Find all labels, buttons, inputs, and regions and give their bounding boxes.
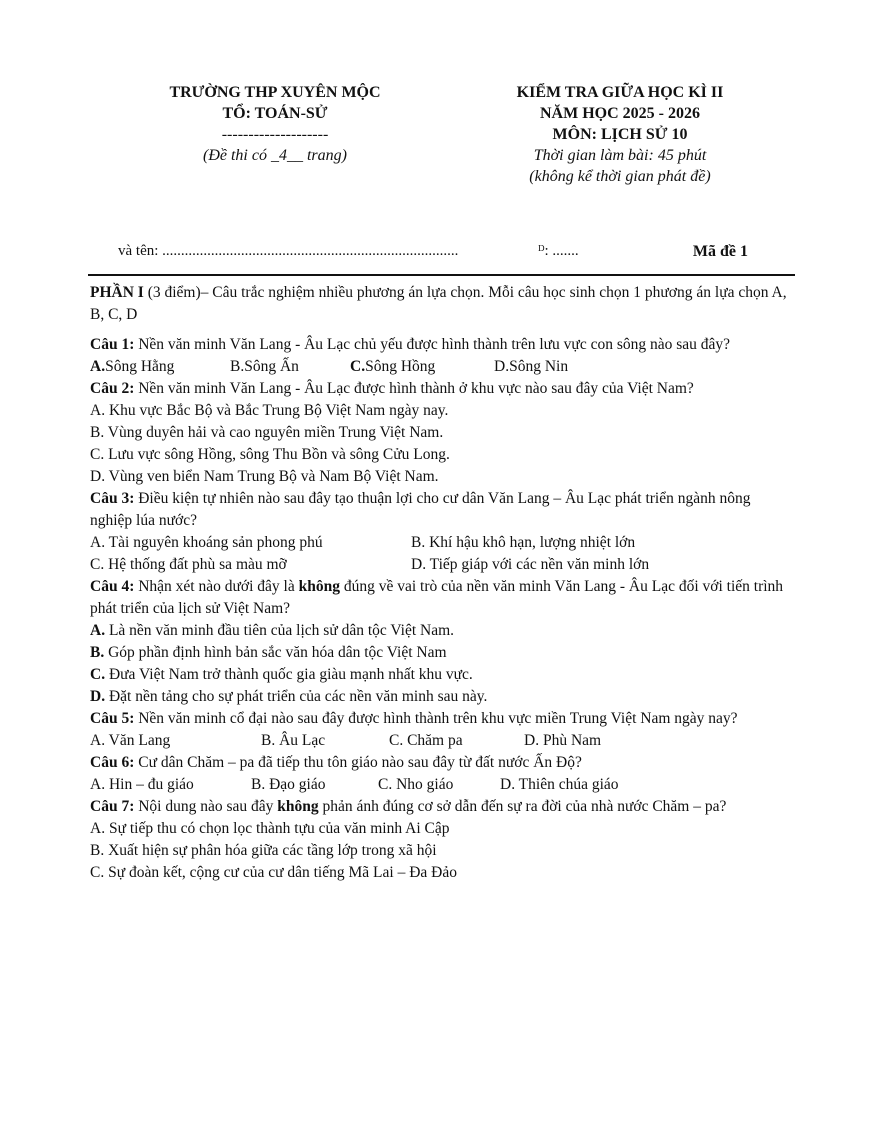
- subject: MÔN: LỊCH SỬ 10: [552, 126, 688, 143]
- option: D. Tiếp giáp với các nền văn minh lớn: [411, 556, 650, 573]
- option: A. Sự tiếp thu có chọn lọc thành tựu của văn minh Ai Cập: [90, 820, 450, 837]
- exam-title: KIỂM TRA GIỮA HỌC KÌ II: [516, 84, 724, 101]
- option: D.Sông Nin: [494, 358, 569, 375]
- exam-time: Thời gian làm bài: 45 phút: [533, 147, 707, 164]
- student-name-field: và tên: ...............................................................................: [118, 243, 459, 259]
- option: D. Vùng ven biển Nam Trung Bộ và Nam Bộ Việt Nam.: [90, 468, 439, 485]
- question-7: Câu 7: Nội dung nào sau đây không phản ánh đúng cơ sở dẫn đến sự ra đời của nhà nước Chăm – pa?: [90, 798, 727, 815]
- exam-content: [90, 282, 795, 884]
- option: B. Vùng duyên hải và cao nguyên miền Trung Việt Nam.: [90, 424, 444, 441]
- question-4: Câu 4: Nhận xét nào dưới đây là không đúng về vai trò của nền văn minh Văn Lang - Âu Lạc đối với tiến trình phát triển của lịch sử Việt Nam?: [90, 578, 784, 617]
- student-id-field: ᴰ: .......: [538, 243, 579, 259]
- question-text: Nền văn minh cổ đại nào sau đây được hình thành trên khu vực miền Trung Việt Nam ngày nay?: [134, 710, 738, 727]
- option: B. Góp phần định hình bản sắc văn hóa dân tộc Việt Nam: [90, 644, 447, 661]
- option: A. Hin – đu giáo: [90, 776, 194, 793]
- question-1-options: [90, 356, 795, 378]
- question-6-options: [90, 774, 795, 796]
- question-text: Điều kiện tự nhiên nào sau đây tạo thuận lợi cho cư dân Văn Lang – Âu Lạc phát triển ngành nông nghiệp lúa nước?: [90, 490, 751, 529]
- option: D. Đặt nền tảng cho sự phát triển của các nền văn minh sau này.: [90, 688, 488, 705]
- emphasis-not: không: [277, 798, 319, 815]
- option: A. Tài nguyên khoáng sản phong phú: [90, 534, 323, 551]
- option: B. Âu Lạc: [261, 732, 326, 749]
- exam-code: Mã đề 1: [692, 243, 748, 260]
- option: C.Sông Hồng: [350, 358, 436, 375]
- question-5-options: [90, 730, 795, 752]
- option: A. Khu vực Bắc Bộ và Bắc Trung Bộ Việt Nam ngày nay.: [90, 402, 449, 419]
- option: C. Lưu vực sông Hồng, sông Thu Bồn và sông Cửu Long.: [90, 446, 450, 463]
- option: B. Xuất hiện sự phân hóa giữa các tầng lớp trong xã hội: [90, 842, 437, 859]
- option: A. Văn Lang: [90, 732, 171, 749]
- school-year: NĂM HỌC 2025 - 2026: [540, 105, 700, 122]
- exam-header: [470, 82, 770, 187]
- question-label: Câu 2:: [90, 380, 135, 397]
- question-label: Câu 5:: [90, 710, 135, 727]
- question-label: Câu 6:: [90, 754, 135, 771]
- question-label: Câu 1:: [90, 336, 135, 353]
- option: C. Chăm pa: [389, 732, 463, 749]
- student-info-row: [118, 243, 778, 265]
- question-text: Cư dân Chăm – pa đã tiếp thu tôn giáo nào sau đây từ đất nước Ấn Độ?: [134, 754, 582, 771]
- question-6: [90, 752, 795, 774]
- option: D. Thiên chúa giáo: [500, 776, 619, 793]
- option: C. Hệ thống đất phù sa màu mỡ: [90, 556, 287, 573]
- option: C. Sự đoàn kết, cộng cư của cư dân tiếng Mã Lai – Đa Đảo: [90, 864, 457, 881]
- option: C. Nho giáo: [378, 776, 454, 793]
- part-heading: [90, 282, 795, 326]
- option: D. Phù Nam: [524, 732, 602, 749]
- page-count-note: (Đề thi có _4__ trang): [203, 147, 347, 164]
- header-rule: [88, 274, 795, 276]
- part-title: PHẦN I: [90, 284, 144, 301]
- question-1: [90, 334, 795, 356]
- question-3: [90, 488, 795, 532]
- option: B. Khí hậu khô hạn, lượng nhiệt lớn: [411, 534, 636, 551]
- question-text: Nền văn minh Văn Lang - Âu Lạc chủ yếu được hình thành trên lưu vực con sông nào sau đây?: [134, 336, 731, 353]
- school-name: TRƯỜNG THP XUYÊN MỘC: [169, 84, 381, 101]
- question-text: Nền văn minh Văn Lang - Âu Lạc được hình thành ở khu vực nào sau đây của Việt Nam?: [134, 380, 694, 397]
- department-name: TỔ: TOÁN-SỬ: [222, 105, 328, 122]
- option: B. Đạo giáo: [251, 776, 326, 793]
- question-label: Câu 4:: [90, 578, 135, 595]
- option: A.Sông Hằng: [90, 358, 175, 375]
- question-label: Câu 7:: [90, 798, 135, 815]
- part-description: (3 điểm)– Câu trắc nghiệm nhiều phương án lựa chọn. Mỗi câu học sinh chọn 1 phương án lựa chọn A, B, C, D: [90, 284, 787, 323]
- question-5: [90, 708, 795, 730]
- header-divider: --------------------: [221, 126, 329, 143]
- school-header: [130, 82, 420, 166]
- question-label: Câu 3:: [90, 490, 135, 507]
- option: A. Là nền văn minh đầu tiên của lịch sử dân tộc Việt Nam.: [90, 622, 455, 639]
- question-2: [90, 378, 795, 400]
- question-3-options-row-1: [90, 532, 795, 554]
- emphasis-not: không: [298, 578, 340, 595]
- question-3-options-row-2: [90, 554, 795, 576]
- option: B.Sông Ấn: [230, 358, 299, 375]
- exam-time-note: (không kể thời gian phát đề): [529, 168, 711, 185]
- option: C. Đưa Việt Nam trở thành quốc gia giàu mạnh nhất khu vực.: [90, 666, 473, 683]
